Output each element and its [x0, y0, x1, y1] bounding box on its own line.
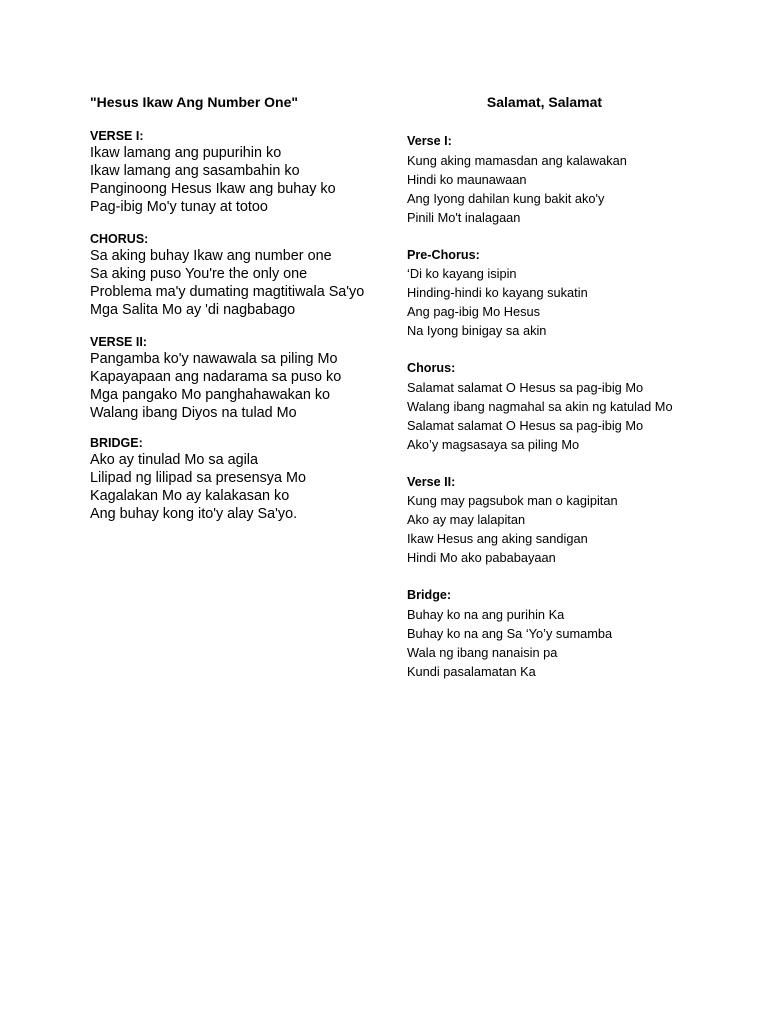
lyric-line: Ako ay may lalapitan	[407, 512, 526, 527]
section-heading: Pre-Chorus:	[407, 247, 480, 262]
section-chorus	[90, 231, 375, 319]
section-chorus	[407, 359, 682, 454]
lyric-line: Pangamba ko'y nawawala sa piling Mo	[90, 351, 338, 367]
lyric-line: Lilipad ng lilipad sa presensya Mo	[90, 470, 306, 486]
lyric-line: Kundi pasalamatan Ka	[407, 663, 536, 679]
lyric-line: Wala ng ibang nanaisin pa	[407, 644, 558, 660]
lyric-line: Ako’y magsasaya sa piling Mo	[407, 436, 580, 452]
lyric-line: Ikaw lamang ang sasambahin ko	[90, 163, 300, 179]
lyric-line: Buhay ko na ang purihin Ka	[407, 606, 565, 622]
lyric-line: Hinding-hindi ko kayang sukatin	[407, 285, 588, 300]
lyric-line: Salamat salamat O Hesus sa pag-ibig Mo	[407, 379, 644, 395]
lyric-line: Buhay ko na ang Sa ‘Yo’y sumamba	[407, 625, 613, 641]
lyric-line: Kung may pagsubok man o kagipitan	[407, 493, 618, 508]
section-verse-2	[90, 334, 375, 422]
lyric-line: Panginoong Hesus Ikaw ang buhay ko	[90, 181, 336, 197]
lyric-line: Ikaw Hesus ang aking sandigan	[407, 531, 588, 546]
lyric-line: Ang buhay kong ito'y alay Sa'yo.	[90, 506, 298, 522]
lyric-line: Kung aking mamasdan ang kalawakan	[407, 152, 627, 168]
lyric-line: Na Iyong binigay sa akin	[407, 323, 547, 338]
lyric-line: Sa aking buhay Ikaw ang number one	[90, 248, 332, 264]
lyric-line: Hindi ko maunawaan	[407, 171, 527, 187]
section-heading: VERSE I:	[90, 129, 144, 143]
lyric-line: Mga Salita Mo ay 'di nagbabago	[90, 302, 296, 318]
lyric-line: Mga pangako Mo panghahawakan ko	[90, 387, 331, 403]
section-heading: Bridge:	[407, 588, 452, 602]
lyric-line: Sa aking puso You're the only one	[90, 266, 308, 282]
lyric-line: Pag-ibig Mo'y tunay at totoo	[90, 199, 268, 215]
lyric-line: Kagalakan Mo ay kalakasan ko	[90, 488, 290, 504]
lyric-line: Ang Iyong dahilan kung bakit ako'y	[407, 190, 605, 206]
section-heading: Chorus:	[407, 361, 456, 375]
lyric-line: Ako ay tinulad Mo sa agila	[90, 452, 258, 468]
song-title: Salamat, Salamat	[486, 94, 603, 110]
section-verse-2	[407, 473, 682, 568]
lyric-line: Kapayapaan ang nadarama sa puso ko	[90, 369, 342, 385]
song-salamat-salamat	[407, 93, 682, 700]
lyric-line: Walang ibang Diyos na tulad Mo	[90, 405, 297, 421]
lyric-line: Pinili Mo't inalagaan	[407, 209, 521, 225]
song-title: "Hesus Ikaw Ang Number One"	[90, 94, 299, 110]
section-pre-chorus	[407, 246, 682, 341]
lyric-line: Walang ibang nagmahal sa akin ng katulad Mo	[407, 398, 673, 414]
section-bridge	[90, 435, 375, 523]
section-heading: BRIDGE:	[90, 436, 143, 450]
section-heading: CHORUS:	[90, 232, 149, 246]
lyric-line: Salamat salamat O Hesus sa pag-ibig Mo	[407, 417, 644, 433]
section-heading: VERSE II:	[90, 335, 147, 349]
lyric-line: Ikaw lamang ang pupurihin ko	[90, 145, 282, 161]
section-heading: Verse I:	[407, 134, 452, 148]
section-verse-1	[407, 132, 682, 227]
song-hesus-ikaw-ang-number-one	[90, 93, 375, 538]
section-verse-1	[90, 128, 375, 216]
lyric-line: Ang pag-ibig Mo Hesus	[407, 304, 541, 319]
section-heading: Verse II:	[407, 474, 456, 489]
lyric-line: Hindi Mo ako pababayaan	[407, 550, 556, 565]
section-bridge	[407, 586, 682, 681]
lyric-line: ‘Di ko kayang isipin	[407, 266, 517, 281]
lyric-line: Problema ma'y dumating magtitiwala Sa'yo	[90, 284, 365, 300]
